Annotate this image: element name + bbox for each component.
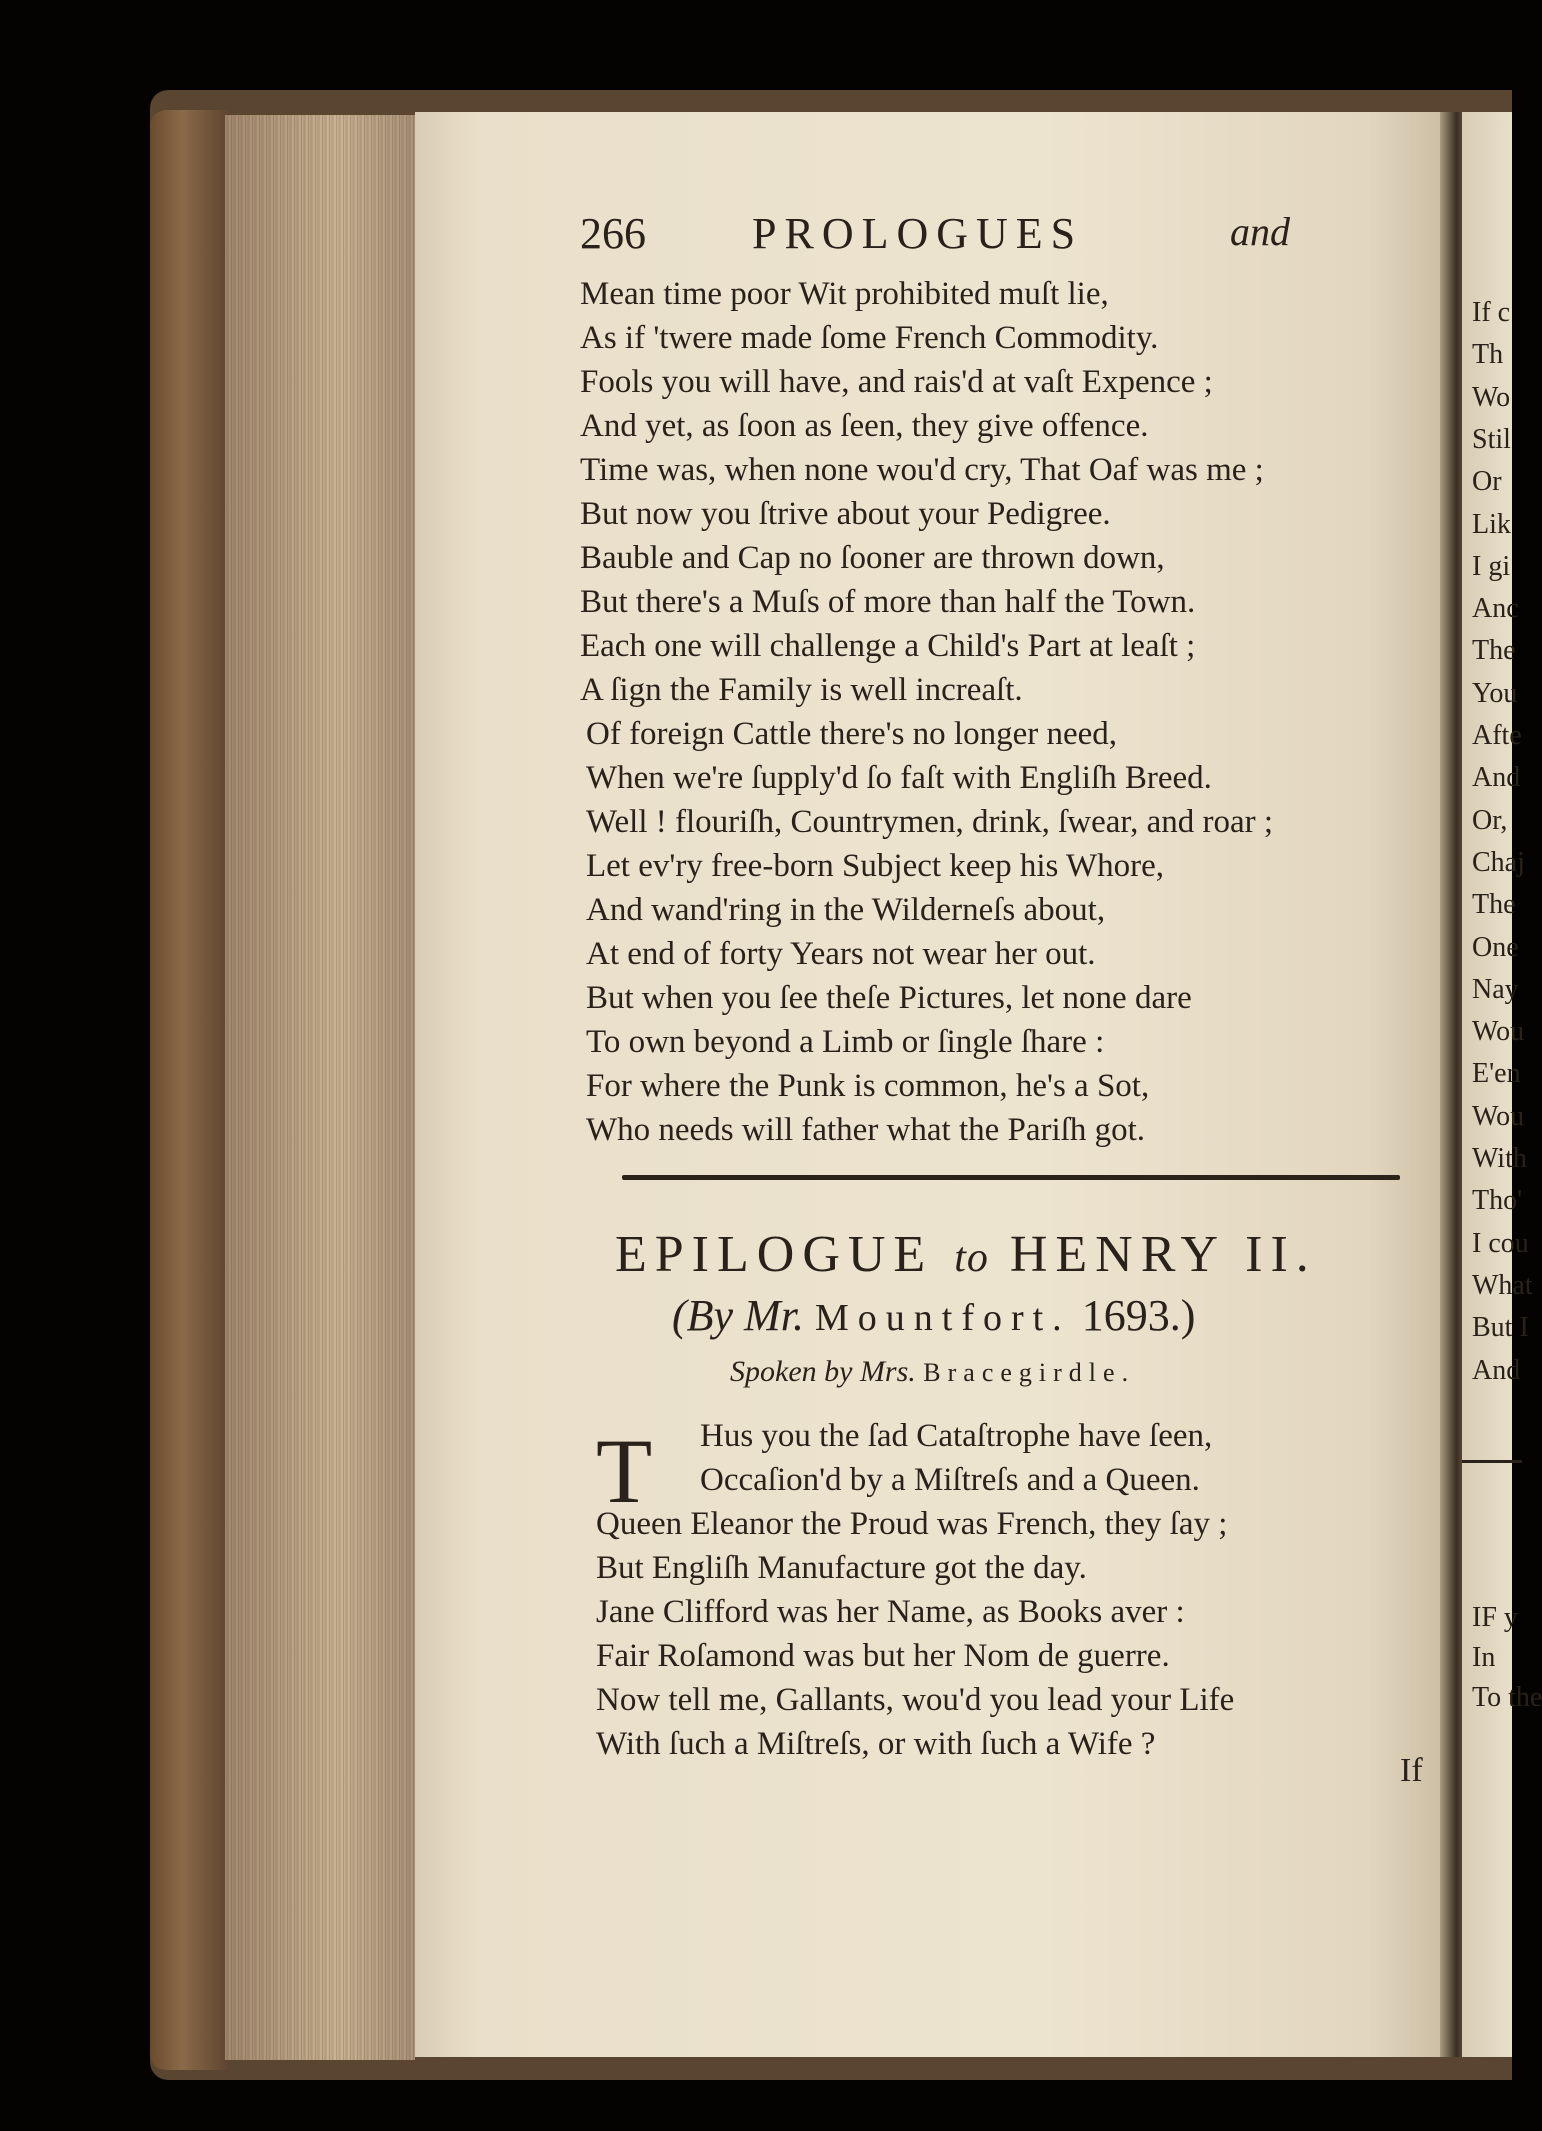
epilogue-line: Now tell me, Gallants, wou'd you lead your Life: [596, 1682, 1235, 1718]
verse-line: And wand'ring in the Wilderneſs about,: [586, 892, 1106, 928]
verse-line: Time was, when none wou'd cry, That Oaf was me ;: [580, 452, 1264, 488]
speaker-name: Bracegirdle.: [923, 1358, 1136, 1387]
verse-line: For where the Punk is common, he's a Sot,: [586, 1068, 1150, 1104]
facing-page-line: You: [1472, 677, 1518, 709]
facing-page-line: I cou: [1472, 1227, 1529, 1259]
verse-line: Fools you will have, and rais'd at vaſt Expence ;: [580, 364, 1213, 400]
epilogue-title: [615, 1225, 1317, 1284]
epilogue-author: [672, 1290, 1195, 1341]
facing-page-line: Wou: [1472, 1100, 1525, 1132]
epilogue-line: Queen Eleanor the Proud was French, they ſay ;: [596, 1506, 1228, 1542]
facing-page-line: Or: [1472, 466, 1502, 498]
facing-page-line: The: [1472, 889, 1516, 921]
facing-page-line: Wou: [1472, 1016, 1525, 1048]
epilogue-line: Occaſion'd by a Miſtreſs and a Queen.: [700, 1462, 1200, 1498]
facing-page-line: E'en: [1472, 1058, 1521, 1090]
verse-line: To own beyond a Limb or ſingle ſhare :: [586, 1024, 1105, 1060]
author-prefix: (By Mr.: [672, 1291, 804, 1340]
facing-page-line: With: [1472, 1143, 1527, 1174]
facing-page-line: To the: [1472, 1682, 1542, 1713]
facing-page-line: And: [1472, 762, 1521, 794]
book-spine: [150, 110, 230, 2070]
verse-line: Well ! flouriſh, Countrymen, drink, ſwear, and roar ;: [586, 804, 1274, 840]
facing-page-line: In: [1472, 1642, 1496, 1673]
epilogue-line: But Engliſh Manufacture got the day.: [596, 1550, 1087, 1586]
facing-page-edge: [1462, 112, 1542, 2057]
facing-page-line: I gi: [1472, 550, 1511, 582]
facing-page-line: Chaj: [1472, 846, 1525, 878]
page-edges-shade: [225, 115, 415, 2060]
author-year: 1693.): [1081, 1291, 1196, 1340]
facing-page-line: IF y: [1472, 1602, 1518, 1633]
epilogue-title-to: to: [954, 1235, 989, 1281]
author-name: Mountfort.: [814, 1297, 1071, 1339]
verse-line: Mean time poor Wit prohibited muſt lie,: [580, 276, 1109, 312]
verse-line: Who needs will father what the Pariſh got.: [586, 1112, 1146, 1148]
epilogue-title-play: HENRY II.: [1009, 1226, 1317, 1283]
facing-page-line: The: [1472, 635, 1516, 667]
verse-line: As if 'twere made ſome French Commodity.: [580, 320, 1159, 356]
facing-page-line: Wo: [1472, 381, 1511, 413]
verse-line: And yet, as ſoon as ſeen, they give offence.: [580, 408, 1149, 444]
facing-page-line: Anc: [1472, 593, 1519, 625]
facing-page-line: Afte: [1472, 720, 1522, 751]
facing-page-line: Lik: [1472, 508, 1511, 540]
section-rule: [622, 1175, 1400, 1180]
verse-line: At end of forty Years not wear her out.: [586, 936, 1096, 972]
facing-page-rule: [1462, 1460, 1522, 1463]
drop-cap: T: [596, 1420, 653, 1522]
verse-line: But when you ſee theſe Pictures, let none dare: [586, 980, 1192, 1016]
running-title: PROLOGUES: [752, 209, 1084, 258]
epilogue-speaker: [730, 1355, 1135, 1389]
verse-line: But now you ſtrive about your Pedigree.: [580, 496, 1111, 532]
facing-page-line: Stil: [1472, 423, 1511, 455]
epilogue-title-main: EPILOGUE: [615, 1226, 934, 1283]
verse-line: Bauble and Cap no ſooner are thrown down,: [580, 540, 1165, 576]
epilogue-line: Fair Roſamond was but her Nom de guerre.: [596, 1638, 1170, 1674]
verse-line: Of foreign Cattle there's no longer need,: [586, 716, 1118, 752]
verse-line: When we're ſupply'd ſo faſt with Engliſh Breed.: [586, 760, 1212, 796]
facing-page-line: If c: [1472, 297, 1511, 328]
catchword: If: [1400, 1752, 1423, 1789]
epilogue-line: With ſuch a Miſtreſs, or with ſuch a Wife ?: [596, 1726, 1156, 1762]
speaker-prefix: Spoken by Mrs.: [730, 1355, 916, 1388]
running-title-continuation: and: [1230, 209, 1290, 254]
facing-page-line: Th: [1472, 339, 1504, 371]
verse-line: But there's a Muſs of more than half the Town.: [580, 584, 1196, 620]
facing-page-line: What: [1472, 1269, 1533, 1301]
verse-line: A ſign the Family is well increaſt.: [580, 672, 1023, 708]
running-head: [580, 208, 1300, 268]
epilogue-line: Jane Clifford was her Name, as Books aver :: [596, 1594, 1185, 1630]
facing-page-line: Nay: [1472, 973, 1519, 1005]
verse-line: Each one will challenge a Child's Part at leaſt ;: [580, 628, 1196, 664]
facing-page-line: One: [1472, 931, 1519, 963]
facing-page-line: But I: [1472, 1312, 1529, 1344]
verse-line: Let ev'ry free-born Subject keep his Whore,: [586, 848, 1165, 884]
facing-page-line: And: [1472, 1354, 1521, 1386]
page-number: 266: [580, 209, 646, 258]
facing-page-line: Tho': [1472, 1185, 1523, 1217]
epilogue-line: Hus you the ſad Cataſtrophe have ſeen,: [700, 1418, 1213, 1454]
facing-page-line: Or,: [1472, 804, 1508, 836]
